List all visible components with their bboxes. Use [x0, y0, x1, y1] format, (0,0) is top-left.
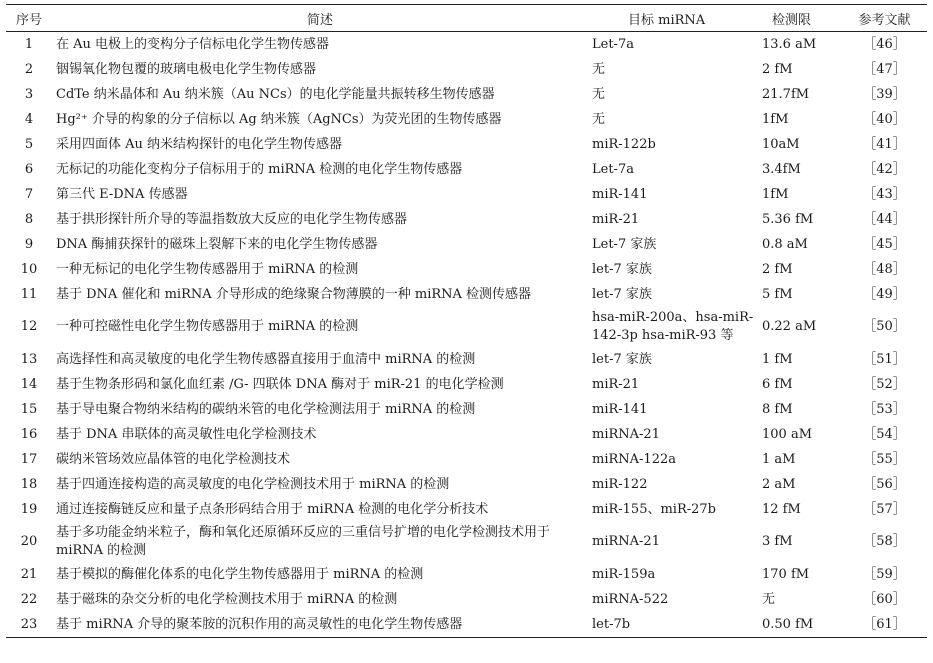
- table-row: [6, 282, 927, 307]
- table-row: [6, 57, 927, 82]
- row-reference: ［45］: [863, 236, 906, 252]
- row-number: 17: [20, 451, 38, 467]
- table-row: [6, 497, 927, 522]
- table-row: [6, 587, 927, 612]
- row-number: 4: [24, 111, 34, 127]
- row-number: 21: [20, 566, 38, 582]
- row-description: 基于导电聚合物纳米结构的碳纳米管的电化学检测法用于 miRNA 的检测: [56, 401, 476, 417]
- row-detection-limit: 2 aM: [762, 476, 796, 492]
- row-description: 基于生物条形码和氯化血红素 /G- 四联体 DNA 酶对于 miR-21 的电化学检测: [56, 376, 504, 392]
- row-target-mirna: miRNA-122a: [592, 451, 676, 467]
- row-description: 铟锡氧化物包覆的玻璃电极电化学生物传感器: [56, 61, 317, 77]
- row-target-mirna: miRNA-522: [592, 591, 669, 607]
- row-detection-limit: 3.4fM: [762, 161, 801, 177]
- row-reference: ［48］: [863, 261, 906, 277]
- row-number: 16: [20, 426, 38, 442]
- row-reference: ［60］: [863, 591, 906, 607]
- row-detection-limit: 21.7fM: [762, 86, 810, 102]
- row-description: 碳纳米管场效应晶体管的电化学检测技术: [56, 451, 291, 467]
- row-description: 基于 DNA 催化和 miRNA 介导形成的绝缘聚合物薄膜的一种 miRNA 检测传感器: [56, 286, 532, 302]
- row-description: 高选择性和高灵敏度的电化学生物传感器直接用于血清中 miRNA 的检测: [56, 351, 476, 367]
- table-row: [6, 232, 927, 257]
- row-description: 一种无标记的电化学生物传感器用于 miRNA 的检测: [56, 261, 359, 277]
- row-reference: ［61］: [863, 616, 906, 632]
- row-description: 基于 miRNA 介导的聚苯胺的沉积作用的高灵敏性的电化学生物传感器: [56, 616, 463, 632]
- row-reference: ［39］: [863, 86, 906, 102]
- row-reference: ［57］: [863, 501, 906, 517]
- row-description: 基于模拟的酶催化体系的电化学生物传感器用于 miRNA 的检测: [56, 566, 424, 582]
- row-detection-limit: 0.22 aM: [762, 319, 817, 334]
- row-target-mirna: miR-21: [592, 376, 640, 392]
- row-description: 基于四通连接构造的高灵敏度的电化学检测技术用于 miRNA 的检测: [56, 476, 450, 492]
- row-number: 6: [24, 161, 34, 177]
- row-reference: ［40］: [863, 111, 906, 127]
- row-detection-limit: 1fM: [762, 186, 789, 202]
- row-detection-limit: 无: [762, 591, 776, 607]
- row-target-mirna: miR-122b: [592, 136, 656, 152]
- header-detection-limit: 检测限: [772, 12, 812, 28]
- row-target-mirna: Let-7a: [592, 161, 634, 177]
- header-row: [6, 5, 927, 32]
- row-detection-limit: 100 aM: [762, 426, 813, 442]
- table-row: [6, 32, 927, 58]
- row-description: 一种可控磁性电化学生物传感器用于 miRNA 的检测: [56, 319, 359, 334]
- row-number: 10: [20, 261, 38, 277]
- row-number: 15: [20, 401, 38, 417]
- row-target-mirna: let-7 家族: [592, 351, 652, 367]
- table-row: [6, 157, 927, 182]
- row-number: 23: [20, 616, 38, 632]
- row-target-mirna: miR-141: [592, 186, 648, 202]
- row-target-mirna: let-7 家族: [592, 261, 652, 277]
- row-description: 基于 DNA 串联体的高灵敏性电化学检测技术: [56, 426, 317, 442]
- row-number: 13: [20, 351, 38, 367]
- row-number: 8: [24, 211, 34, 227]
- header-num: 序号: [15, 12, 42, 28]
- header-reference: 参考文献: [858, 12, 911, 28]
- row-detection-limit: 10aM: [762, 136, 800, 152]
- row-reference: ［52］: [863, 376, 906, 392]
- row-target-mirna: Let-7a: [592, 36, 634, 52]
- row-number: 19: [20, 501, 38, 517]
- row-target-mirna: miRNA-21: [592, 426, 660, 442]
- row-number: 12: [20, 319, 38, 334]
- row-number: 11: [20, 286, 38, 302]
- row-number: 18: [20, 476, 38, 492]
- table-row: [6, 182, 927, 207]
- row-reference: ［46］: [863, 36, 906, 52]
- row-description: 通过连接酶链反应和量子点条形码结合用于 miRNA 检测的电化学分析技术: [56, 501, 489, 517]
- row-detection-limit: 1fM: [762, 111, 789, 127]
- row-reference: ［41］: [863, 136, 906, 152]
- row-reference: ［55］: [863, 451, 906, 467]
- table-row: [6, 132, 927, 157]
- row-reference: ［59］: [863, 566, 906, 582]
- row-number: 20: [20, 534, 38, 549]
- row-description: CdTe 纳米晶体和 Au 纳米簇（Au NCs）的电化学能量共振转移生物传感器: [56, 86, 495, 102]
- table-row: [6, 472, 927, 497]
- row-detection-limit: 5.36 fM: [762, 211, 814, 227]
- table-row: [6, 372, 927, 397]
- row-target-mirna: let-7b: [592, 616, 631, 632]
- table-row: [6, 422, 927, 447]
- row-target-mirna: miR-141: [592, 401, 648, 417]
- row-target-mirna: let-7 家族: [592, 286, 652, 302]
- row-detection-limit: 5 fM: [762, 286, 793, 302]
- row-detection-limit: 0.8 aM: [762, 236, 808, 252]
- row-description: 基于拱形探针所介导的等温指数放大反应的电化学生物传感器: [56, 211, 408, 227]
- table-row: [6, 562, 927, 587]
- row-description: 第三代 E-DNA 传感器: [56, 186, 188, 202]
- row-reference: ［47］: [863, 61, 906, 77]
- row-target-mirna: miRNA-21: [592, 534, 660, 549]
- row-reference: ［51］: [863, 351, 906, 367]
- table-row: [6, 107, 927, 132]
- row-reference: ［54］: [863, 426, 906, 442]
- row-reference: ［49］: [863, 286, 906, 302]
- row-target-mirna: hsa-miR-200a、hsa-miR-142-3p hsa-miR-93 等: [592, 310, 754, 343]
- row-detection-limit: 12 fM: [762, 501, 801, 517]
- row-detection-limit: 170 fM: [762, 566, 810, 582]
- mirna-detection-table: [6, 4, 927, 638]
- row-description: 基于磁珠的杂交分析的电化学检测技术用于 miRNA 的检测: [56, 591, 398, 607]
- row-number: 7: [24, 186, 34, 202]
- row-description: Hg²⁺ 介导的构象的分子信标以 Ag 纳米簇（AgNCs）为荧光团的生物传感器: [56, 111, 502, 127]
- table-row: [6, 612, 927, 638]
- row-target-mirna: 无: [592, 86, 606, 102]
- row-number: 5: [24, 136, 34, 152]
- row-reference: ［42］: [863, 161, 906, 177]
- row-reference: ［44］: [863, 211, 906, 227]
- row-reference: ［50］: [863, 319, 906, 334]
- row-target-mirna: miR-159a: [592, 566, 656, 582]
- row-description: 无标记的功能化变构分子信标用于的 miRNA 检测的电化学生物传感器: [56, 161, 463, 177]
- table-row: [6, 307, 927, 347]
- table-body: [6, 32, 927, 638]
- table-row: [6, 82, 927, 107]
- row-detection-limit: 2 fM: [762, 61, 793, 77]
- row-target-mirna: 无: [592, 61, 606, 77]
- row-detection-limit: 13.6 aM: [762, 36, 817, 52]
- row-detection-limit: 0.50 fM: [762, 616, 814, 632]
- row-number: 14: [20, 376, 38, 392]
- row-target-mirna: miR-155、miR-27b: [592, 501, 717, 517]
- row-detection-limit: 3 fM: [762, 534, 793, 549]
- row-detection-limit: 8 fM: [762, 401, 793, 417]
- table-row: [6, 447, 927, 472]
- row-description: 基于多功能金纳米粒子，酶和氧化还原循环反应的三重信号扩增的电化学检测技术用于 miRNA 的检测: [56, 525, 551, 558]
- row-description: 在 Au 电极上的变构分子信标电化学生物传感器: [56, 36, 330, 52]
- header-description: 简述: [306, 12, 333, 28]
- table-row: [6, 257, 927, 282]
- row-number: 2: [24, 61, 34, 77]
- row-target-mirna: miR-122: [592, 476, 648, 492]
- row-detection-limit: 2 fM: [762, 261, 793, 277]
- table-row: [6, 347, 927, 372]
- table-row: [6, 397, 927, 422]
- header-target-mirna: 目标 miRNA: [628, 12, 706, 28]
- row-target-mirna: miR-21: [592, 211, 640, 227]
- table-row: [6, 522, 927, 562]
- row-description: DNA 酶捕获探针的磁珠上裂解下来的电化学生物传感器: [56, 236, 378, 252]
- row-reference: ［56］: [863, 476, 906, 492]
- row-number: 22: [20, 591, 38, 607]
- row-detection-limit: 1 aM: [762, 451, 796, 467]
- row-number: 3: [24, 86, 34, 102]
- row-detection-limit: 1 fM: [762, 351, 793, 367]
- row-reference: ［53］: [863, 401, 906, 417]
- row-reference: ［43］: [863, 186, 906, 202]
- row-number: 9: [24, 236, 34, 252]
- row-target-mirna: Let-7 家族: [592, 236, 657, 252]
- row-detection-limit: 6 fM: [762, 376, 793, 392]
- row-target-mirna: 无: [592, 111, 606, 127]
- row-reference: ［58］: [863, 534, 906, 549]
- row-number: 1: [24, 36, 34, 52]
- table-row: [6, 207, 927, 232]
- row-description: 采用四面体 Au 纳米结构探针的电化学生物传感器: [56, 136, 343, 152]
- table-header: [6, 5, 927, 32]
